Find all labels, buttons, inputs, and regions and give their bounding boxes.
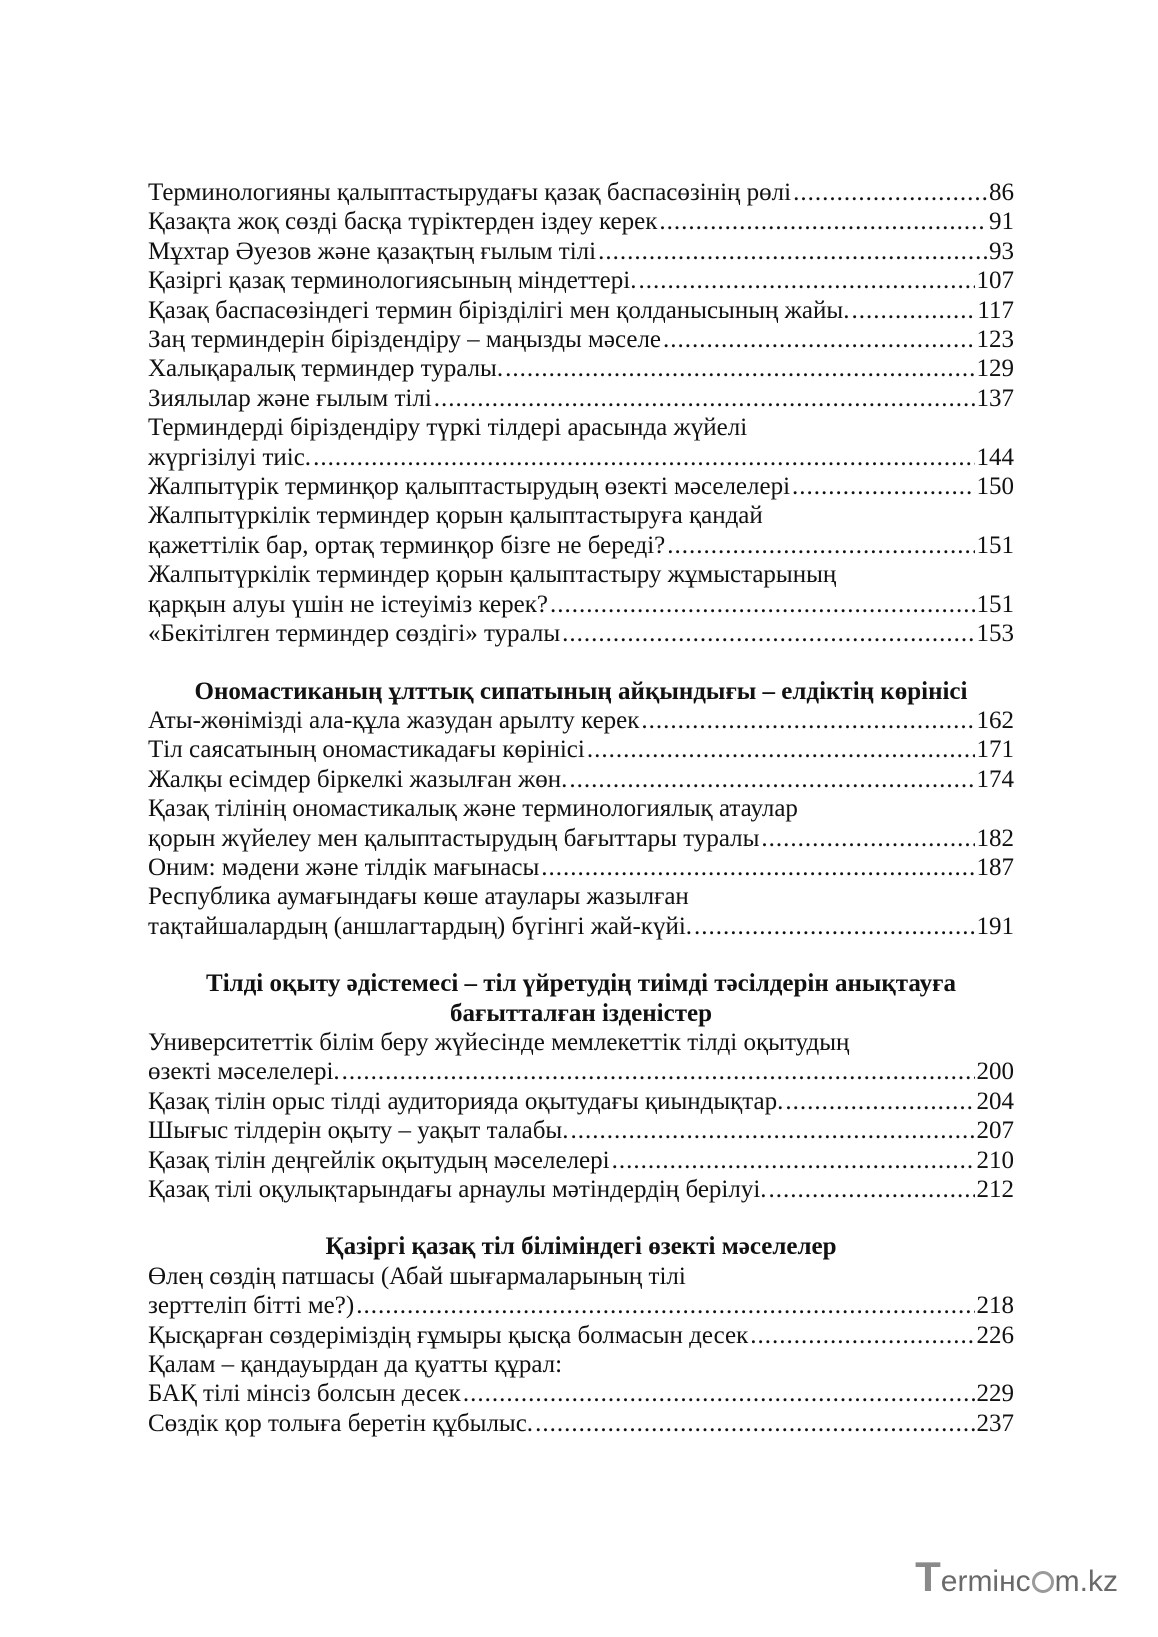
dot-leader xyxy=(562,619,974,648)
toc-entry[interactable] xyxy=(148,237,1014,266)
toc-page-number: 237 xyxy=(976,1409,1014,1437)
dot-leader xyxy=(505,354,974,383)
dot-leader xyxy=(851,296,975,325)
toc-page-number: 182 xyxy=(976,824,1014,852)
toc-page-number: 191 xyxy=(976,912,1014,940)
toc-entry-title: Шығыс тілдерін оқыту – уақыт талабы. xyxy=(148,1117,569,1145)
toc-page-number: 107 xyxy=(976,267,1014,295)
toc-entry[interactable] xyxy=(148,413,1014,472)
section-heading: Ономастиканың ұлттық сипатының айқындығы – елдіктің көрінісі xyxy=(194,677,968,705)
toc-page-number: 150 xyxy=(976,473,1014,501)
toc-entry-title-line: Қалам – қандауырдан да қуатты құрал: xyxy=(148,1351,563,1379)
toc-entry[interactable] xyxy=(148,178,1014,207)
toc-entry-title: зерттеліп бітті ме?) xyxy=(148,1292,355,1320)
toc-entry[interactable] xyxy=(148,1087,1014,1116)
dot-leader xyxy=(793,178,987,207)
toc-entry-title-line: Республика аумағындағы көше атаулары жазылған xyxy=(148,883,689,911)
logo-letter: T xyxy=(915,1553,941,1600)
dot-leader xyxy=(792,472,974,501)
dot-leader xyxy=(434,384,975,413)
section-heading: Қазіргі қазақ тіл біліміндегі өзекті мәселелер xyxy=(325,1233,837,1261)
toc-entry-title: Оним: мәдени және тілдік мағынасы xyxy=(148,853,540,881)
toc-entry-title: Терминологияны қалыптастырудағы қазақ баспасөзінің рөлі xyxy=(148,179,792,206)
toc-entry[interactable] xyxy=(148,296,1014,325)
toc-entry-title: Қазақ тілін деңгейлік оқытудың мәселелері xyxy=(148,1146,610,1174)
dot-leader xyxy=(569,765,974,794)
toc-entry-title: Қазіргі қазақ терминологиясының міндеттері. xyxy=(148,267,637,295)
toc-entry[interactable] xyxy=(148,1350,1014,1409)
toc-page-number: 137 xyxy=(976,384,1014,412)
toc-entry-title: өзекті мәселелері. xyxy=(148,1058,340,1086)
dot-leader xyxy=(612,1146,975,1175)
toc-entry-title: Зиялылар және ғылым тілі xyxy=(148,384,432,412)
toc-entry-title: Сөздік қор толыға беретін құбылыс. xyxy=(148,1409,534,1437)
table-of-contents xyxy=(148,178,1014,1438)
toc-entry[interactable] xyxy=(148,1409,1014,1438)
toc-entry-title: Мұхтар Әуезов және қазақтың ғылым тілі xyxy=(148,237,597,265)
toc-entry-title-line: Қазақ тілінің ономастикалық және терминологиялық атаулар xyxy=(148,795,798,823)
dot-leader xyxy=(769,1175,975,1204)
dot-leader xyxy=(598,237,987,266)
toc-entry-title: Аты-жөнімізді ала-құла жазудан арылту керек xyxy=(148,706,640,734)
dot-leader xyxy=(750,1321,974,1350)
toc-page-number: 204 xyxy=(976,1087,1014,1115)
dot-leader xyxy=(663,325,974,354)
toc-entry-title: Қазақ тілін орыс тілді аудиторияда оқытудағы қиындықтар. xyxy=(148,1087,784,1115)
toc-entry-title: Қазақ баспасөзіндегі термин біріздiлiгi мен қолданысының жайы. xyxy=(148,296,850,324)
toc-page-number: 93 xyxy=(989,237,1014,265)
toc-entry[interactable] xyxy=(148,706,1014,735)
magnifier-icon xyxy=(1032,1571,1054,1593)
toc-page-number: 212 xyxy=(976,1176,1014,1203)
toc-entry[interactable] xyxy=(148,619,1014,648)
toc-page-number: 123 xyxy=(976,326,1014,354)
toc-page-number: 210 xyxy=(976,1146,1014,1174)
toc-page-number: 226 xyxy=(976,1321,1014,1349)
dot-leader xyxy=(356,1291,974,1320)
dot-leader xyxy=(638,266,974,295)
toc-entry-title: БАҚ тілі мінсіз болсын десек xyxy=(148,1380,461,1408)
dot-leader xyxy=(667,531,974,560)
toc-entry[interactable] xyxy=(148,853,1014,882)
toc-entry-title: Жалқы есімдер біркелкі жазылған жөн. xyxy=(148,765,568,793)
toc-entry-title: жүргізілуі тиіс. xyxy=(148,443,312,471)
toc-entry-title-line: Терминдерді біріздендіру түркі тілдері арасында жүйелі xyxy=(148,414,748,442)
toc-entry-title-line: Жалпытүркілік терминдер қорын қалыптастыру жұмыстарының xyxy=(148,561,837,589)
toc-entry[interactable] xyxy=(148,207,1014,236)
toc-entry[interactable] xyxy=(148,735,1014,764)
toc-page-number: 171 xyxy=(976,736,1014,764)
toc-entry[interactable] xyxy=(148,1116,1014,1145)
toc-entry-title: қажеттілік бар, ортақ терминқор бізге не береді? xyxy=(148,531,666,559)
dot-leader xyxy=(587,735,975,764)
dot-leader xyxy=(641,706,974,735)
toc-page-number: 86 xyxy=(989,179,1014,206)
toc-entry[interactable] xyxy=(148,882,1014,941)
dot-leader xyxy=(463,1379,975,1408)
dot-leader xyxy=(785,1087,974,1116)
logo-text-start: ermінc xyxy=(940,1565,1031,1598)
toc-entry-title: Қазақ тілі оқулықтарындағы арнаулы мәтіндердің берілуі. xyxy=(148,1176,767,1203)
toc-entry[interactable] xyxy=(148,384,1014,413)
dot-leader xyxy=(694,912,974,941)
toc-entry[interactable] xyxy=(148,1175,1014,1204)
toc-entry-title: Жалпытүрік терминқор қалыптастырудың өзекті мәселелері xyxy=(148,473,791,501)
toc-page-number: 151 xyxy=(976,531,1014,559)
toc-entry[interactable] xyxy=(148,325,1014,354)
toc-page-number: 129 xyxy=(976,355,1014,383)
dot-leader xyxy=(570,1116,974,1145)
toc-page-number: 229 xyxy=(976,1380,1014,1408)
toc-entry-title: Қысқарған сөздеріміздің ғұмыры қысқа болмасын десек xyxy=(148,1321,749,1349)
toc-page-number: 174 xyxy=(976,765,1014,793)
toc-entry[interactable] xyxy=(148,765,1014,794)
toc-entry-title: Халықаралық терминдер туралы. xyxy=(148,355,504,383)
toc-entry[interactable] xyxy=(148,354,1014,383)
toc-page-number: 117 xyxy=(977,296,1014,324)
terminkom-logo xyxy=(915,1553,1118,1601)
toc-page-number: 162 xyxy=(976,706,1014,734)
toc-page-number: 144 xyxy=(976,443,1014,471)
toc-entry-title-line: Университеттік білім беру жүйесінде мемлекеттік тілді оқытудың xyxy=(148,1028,850,1056)
toc-entry[interactable] xyxy=(148,560,1014,619)
dot-leader xyxy=(659,207,987,236)
dot-leader xyxy=(541,853,974,882)
toc-entry[interactable] xyxy=(148,1321,1014,1350)
toc-entry[interactable] xyxy=(148,501,1014,560)
dot-leader xyxy=(761,824,974,853)
toc-page-number: 151 xyxy=(976,590,1014,618)
toc-entry-title: «Бекітілген терминдер сөздігі» туралы xyxy=(148,620,561,648)
toc-page-number: 91 xyxy=(989,208,1014,236)
logo-text-end: m.kz xyxy=(1054,1565,1118,1598)
toc-entry[interactable] xyxy=(148,1028,1014,1087)
toc-entry-title: Қазақта жоқ сөзді басқа түріктерден іздеу керек xyxy=(148,208,658,236)
toc-entry[interactable] xyxy=(148,472,1014,501)
toc-page-number: 207 xyxy=(976,1117,1014,1145)
toc-entry-title-line: Жалпытүркілік терминдер қорын қалыптастыруға қандай xyxy=(148,502,763,530)
toc-entry-title: қорын жүйелеу мен қалыптастырудың бағыттары туралы xyxy=(148,824,760,852)
toc-entry-title-line: Өлең сөздің патшасы (Абай шығармаларының тілі xyxy=(148,1262,686,1290)
toc-page-number: 153 xyxy=(976,620,1014,648)
toc-entry-title: қарқын алуы үшін не істеуіміз керек? xyxy=(148,590,548,618)
toc-entry[interactable] xyxy=(148,266,1014,295)
dot-leader xyxy=(342,1057,975,1086)
toc-entry[interactable] xyxy=(148,1146,1014,1175)
toc-page-number: 187 xyxy=(976,853,1014,881)
toc-entry-title: Заң терминдерін біріздендіру – маңызды мәселе xyxy=(148,326,662,354)
toc-page-number: 200 xyxy=(976,1058,1014,1086)
dot-leader xyxy=(550,590,975,619)
toc-entry-title: Тіл саясатының ономастикадағы көрінісі xyxy=(148,736,585,764)
toc-page-number: 218 xyxy=(976,1292,1014,1320)
dot-leader xyxy=(535,1409,974,1438)
section-heading: Тілді оқыту әдістемесі – тіл үйретудің тиімді тәсілдерін анықтауға бағытталған ізденістер xyxy=(206,970,956,1027)
dot-leader xyxy=(313,443,974,472)
toc-entry-title: тақтайшалардың (аншлагтардың) бүгінгі жай-күйі. xyxy=(148,912,693,940)
toc-entry[interactable] xyxy=(148,1262,1014,1321)
toc-entry[interactable] xyxy=(148,794,1014,853)
